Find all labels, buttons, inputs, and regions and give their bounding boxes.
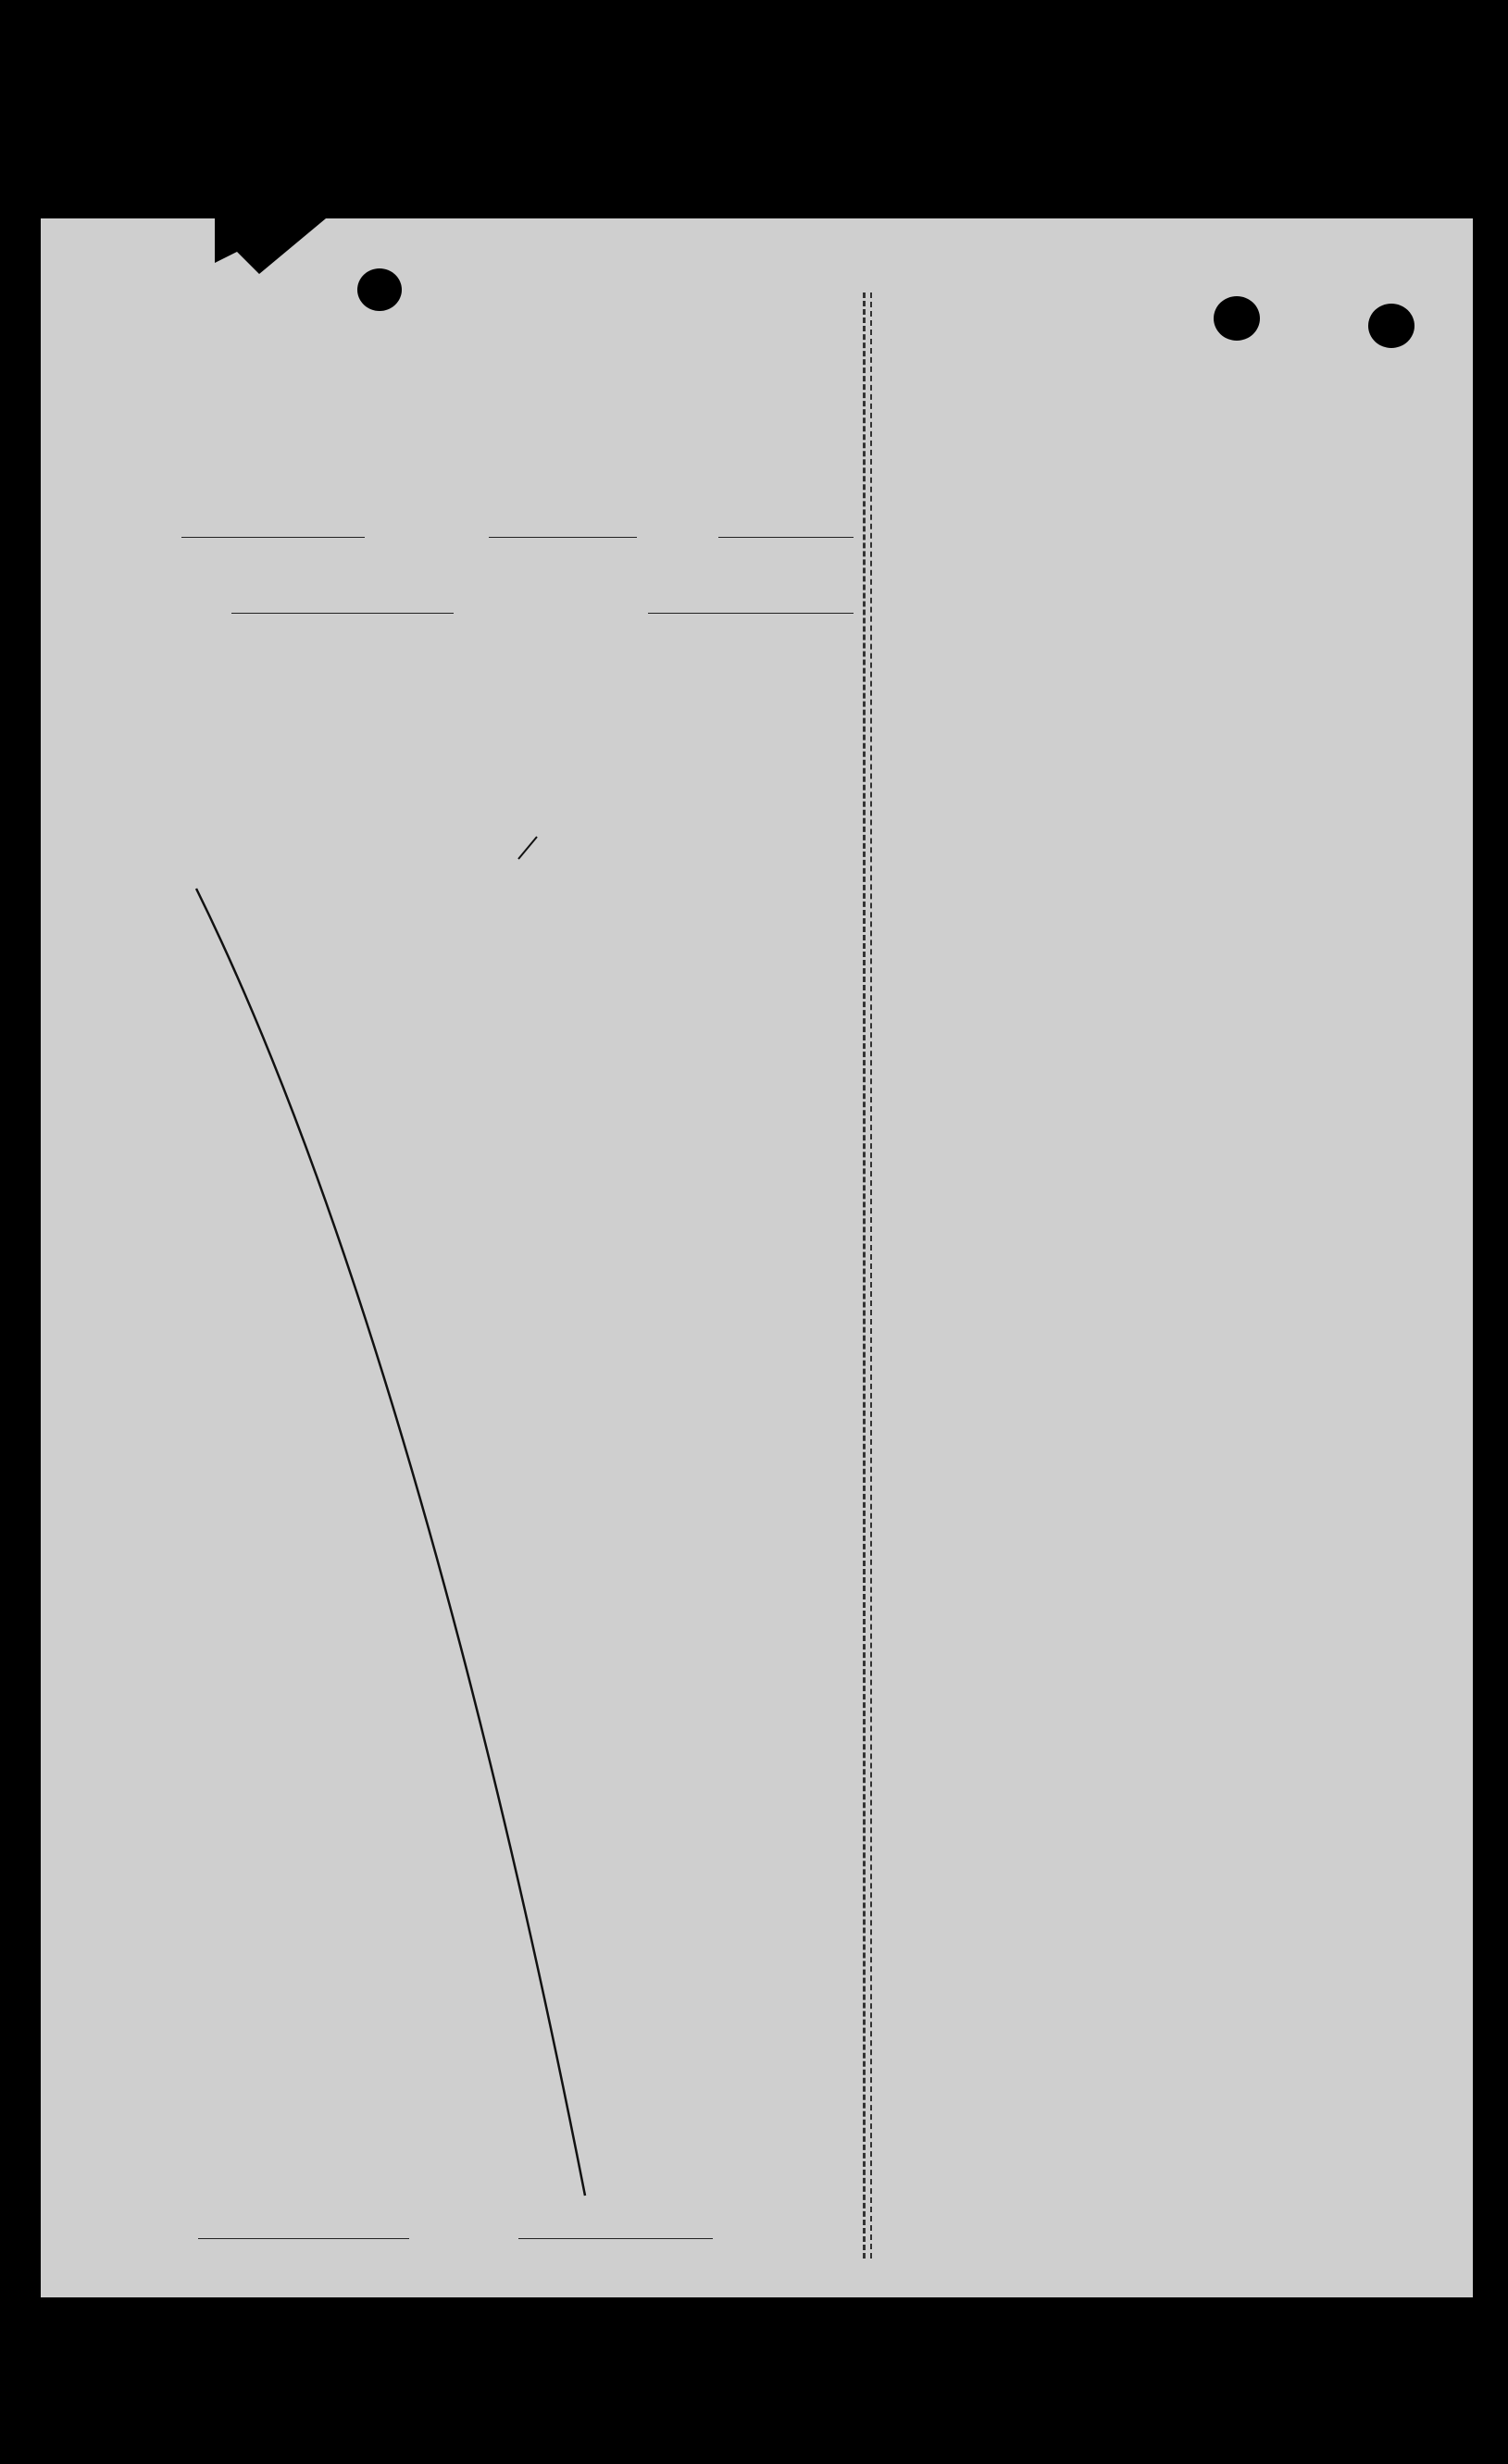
prepared-by-underline (198, 2238, 409, 2239)
sheet-underline (518, 2238, 713, 2239)
